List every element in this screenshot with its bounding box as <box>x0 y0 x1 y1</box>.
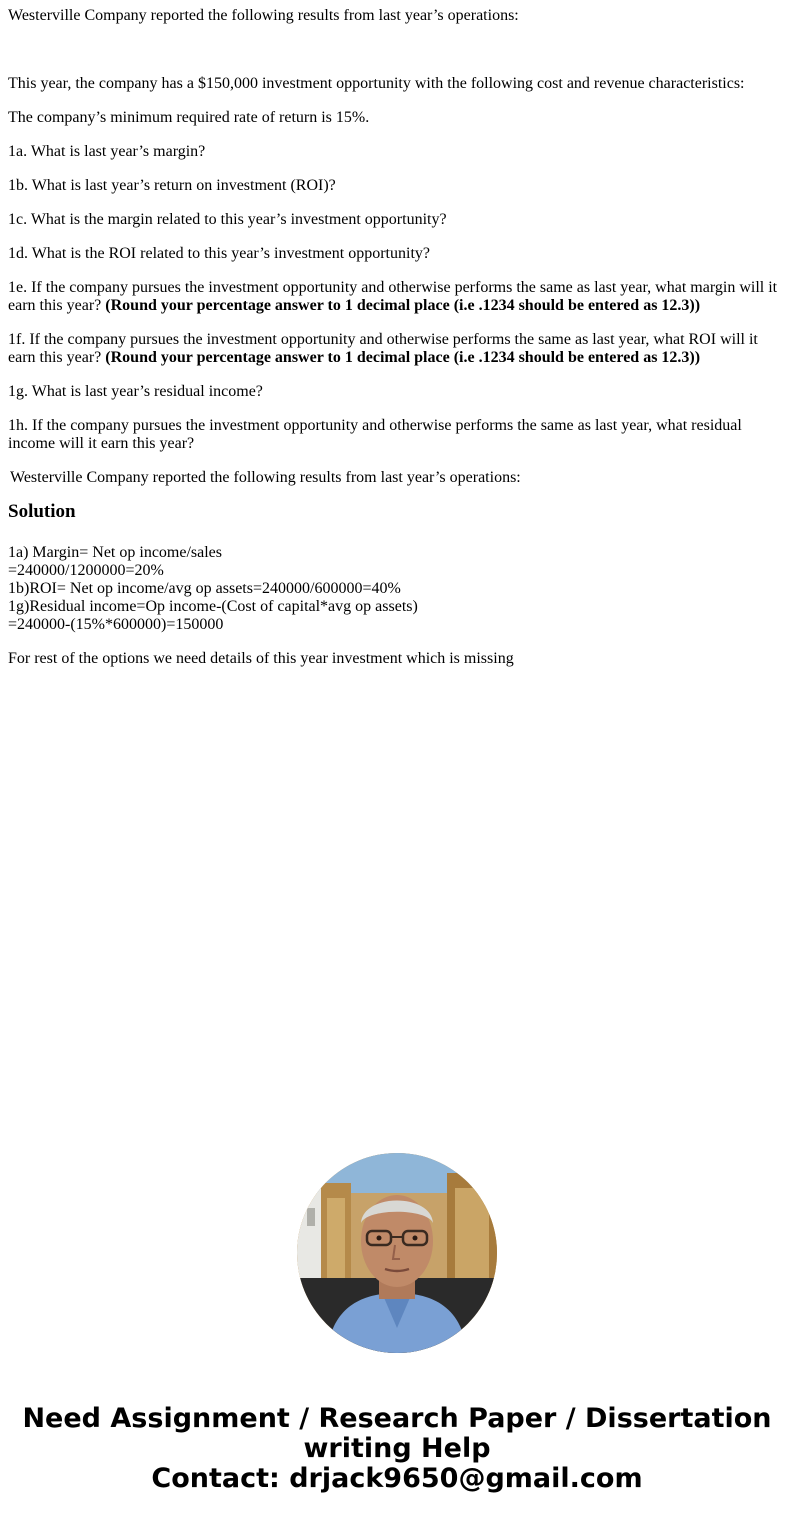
question-1e-text: 1e. If the company pursues the investment opportunity and otherwise performs the same as last year, what margin will it earn this year? <box>8 279 778 314</box>
solution-line: 1g)Residual income=Op income-(Cost of capital*avg op assets) <box>8 598 418 615</box>
question-opportunity: This year, the company has a $150,000 investment opportunity with the following cost and revenue characteristics: <box>8 75 745 92</box>
promo-line-2: writing Help <box>303 1433 491 1464</box>
question-1e <box>8 279 788 315</box>
document-body <box>8 7 788 684</box>
question-1c: 1c. What is the margin related to this year’s investment opportunity? <box>8 211 447 228</box>
solution-steps <box>8 544 788 634</box>
question-1e-note: (Round your percentage answer to 1 decimal place (i.e .1234 should be entered as 12.3)) <box>105 297 701 314</box>
question-1b: 1b. What is last year’s return on investment (ROI)? <box>8 177 336 194</box>
question-intro: Westerville Company reported the following results from last year’s operations: <box>8 7 519 24</box>
question-required-rate: The company’s minimum required rate of return is 15%. <box>8 109 370 126</box>
solution-line: =240000/1200000=20% <box>8 562 164 579</box>
question-1g: 1g. What is last year’s residual income? <box>8 383 263 400</box>
question-1f <box>8 331 788 367</box>
author-portrait-icon <box>297 1153 497 1353</box>
solution-line: 1b)ROI= Net op income/avg op assets=240000/600000=40% <box>8 580 401 597</box>
question-1d: 1d. What is the ROI related to this year’s investment opportunity? <box>8 245 430 262</box>
promo-contact: Contact: drjack9650@gmail.com <box>151 1463 643 1494</box>
question-1a: 1a. What is last year’s margin? <box>8 143 206 160</box>
question-intro-repeat: Westerville Company reported the following results from last year’s operations: <box>10 469 521 486</box>
solution-line: =240000-(15%*600000)=150000 <box>8 616 224 633</box>
promo-line-1: Need Assignment / Research Paper / Dissertation <box>22 1403 772 1434</box>
question-1f-note: (Round your percentage answer to 1 decimal place (i.e .1234 should be entered as 12.3)) <box>105 349 701 366</box>
promo-banner <box>0 1404 794 1494</box>
solution-line: 1a) Margin= Net op income/sales <box>8 544 223 561</box>
question-1h: 1h. If the company pursues the investment opportunity and otherwise performs the same as last year, what residual income will it earn this year? <box>8 417 742 452</box>
solution-heading: Solution <box>8 501 76 522</box>
question-1f-text: 1f. If the company pursues the investment opportunity and otherwise performs the same as last year, what ROI will it earn this year? <box>8 331 758 366</box>
solution-note: For rest of the options we need details of this year investment which is missing <box>8 650 514 667</box>
author-avatar <box>297 1153 497 1353</box>
